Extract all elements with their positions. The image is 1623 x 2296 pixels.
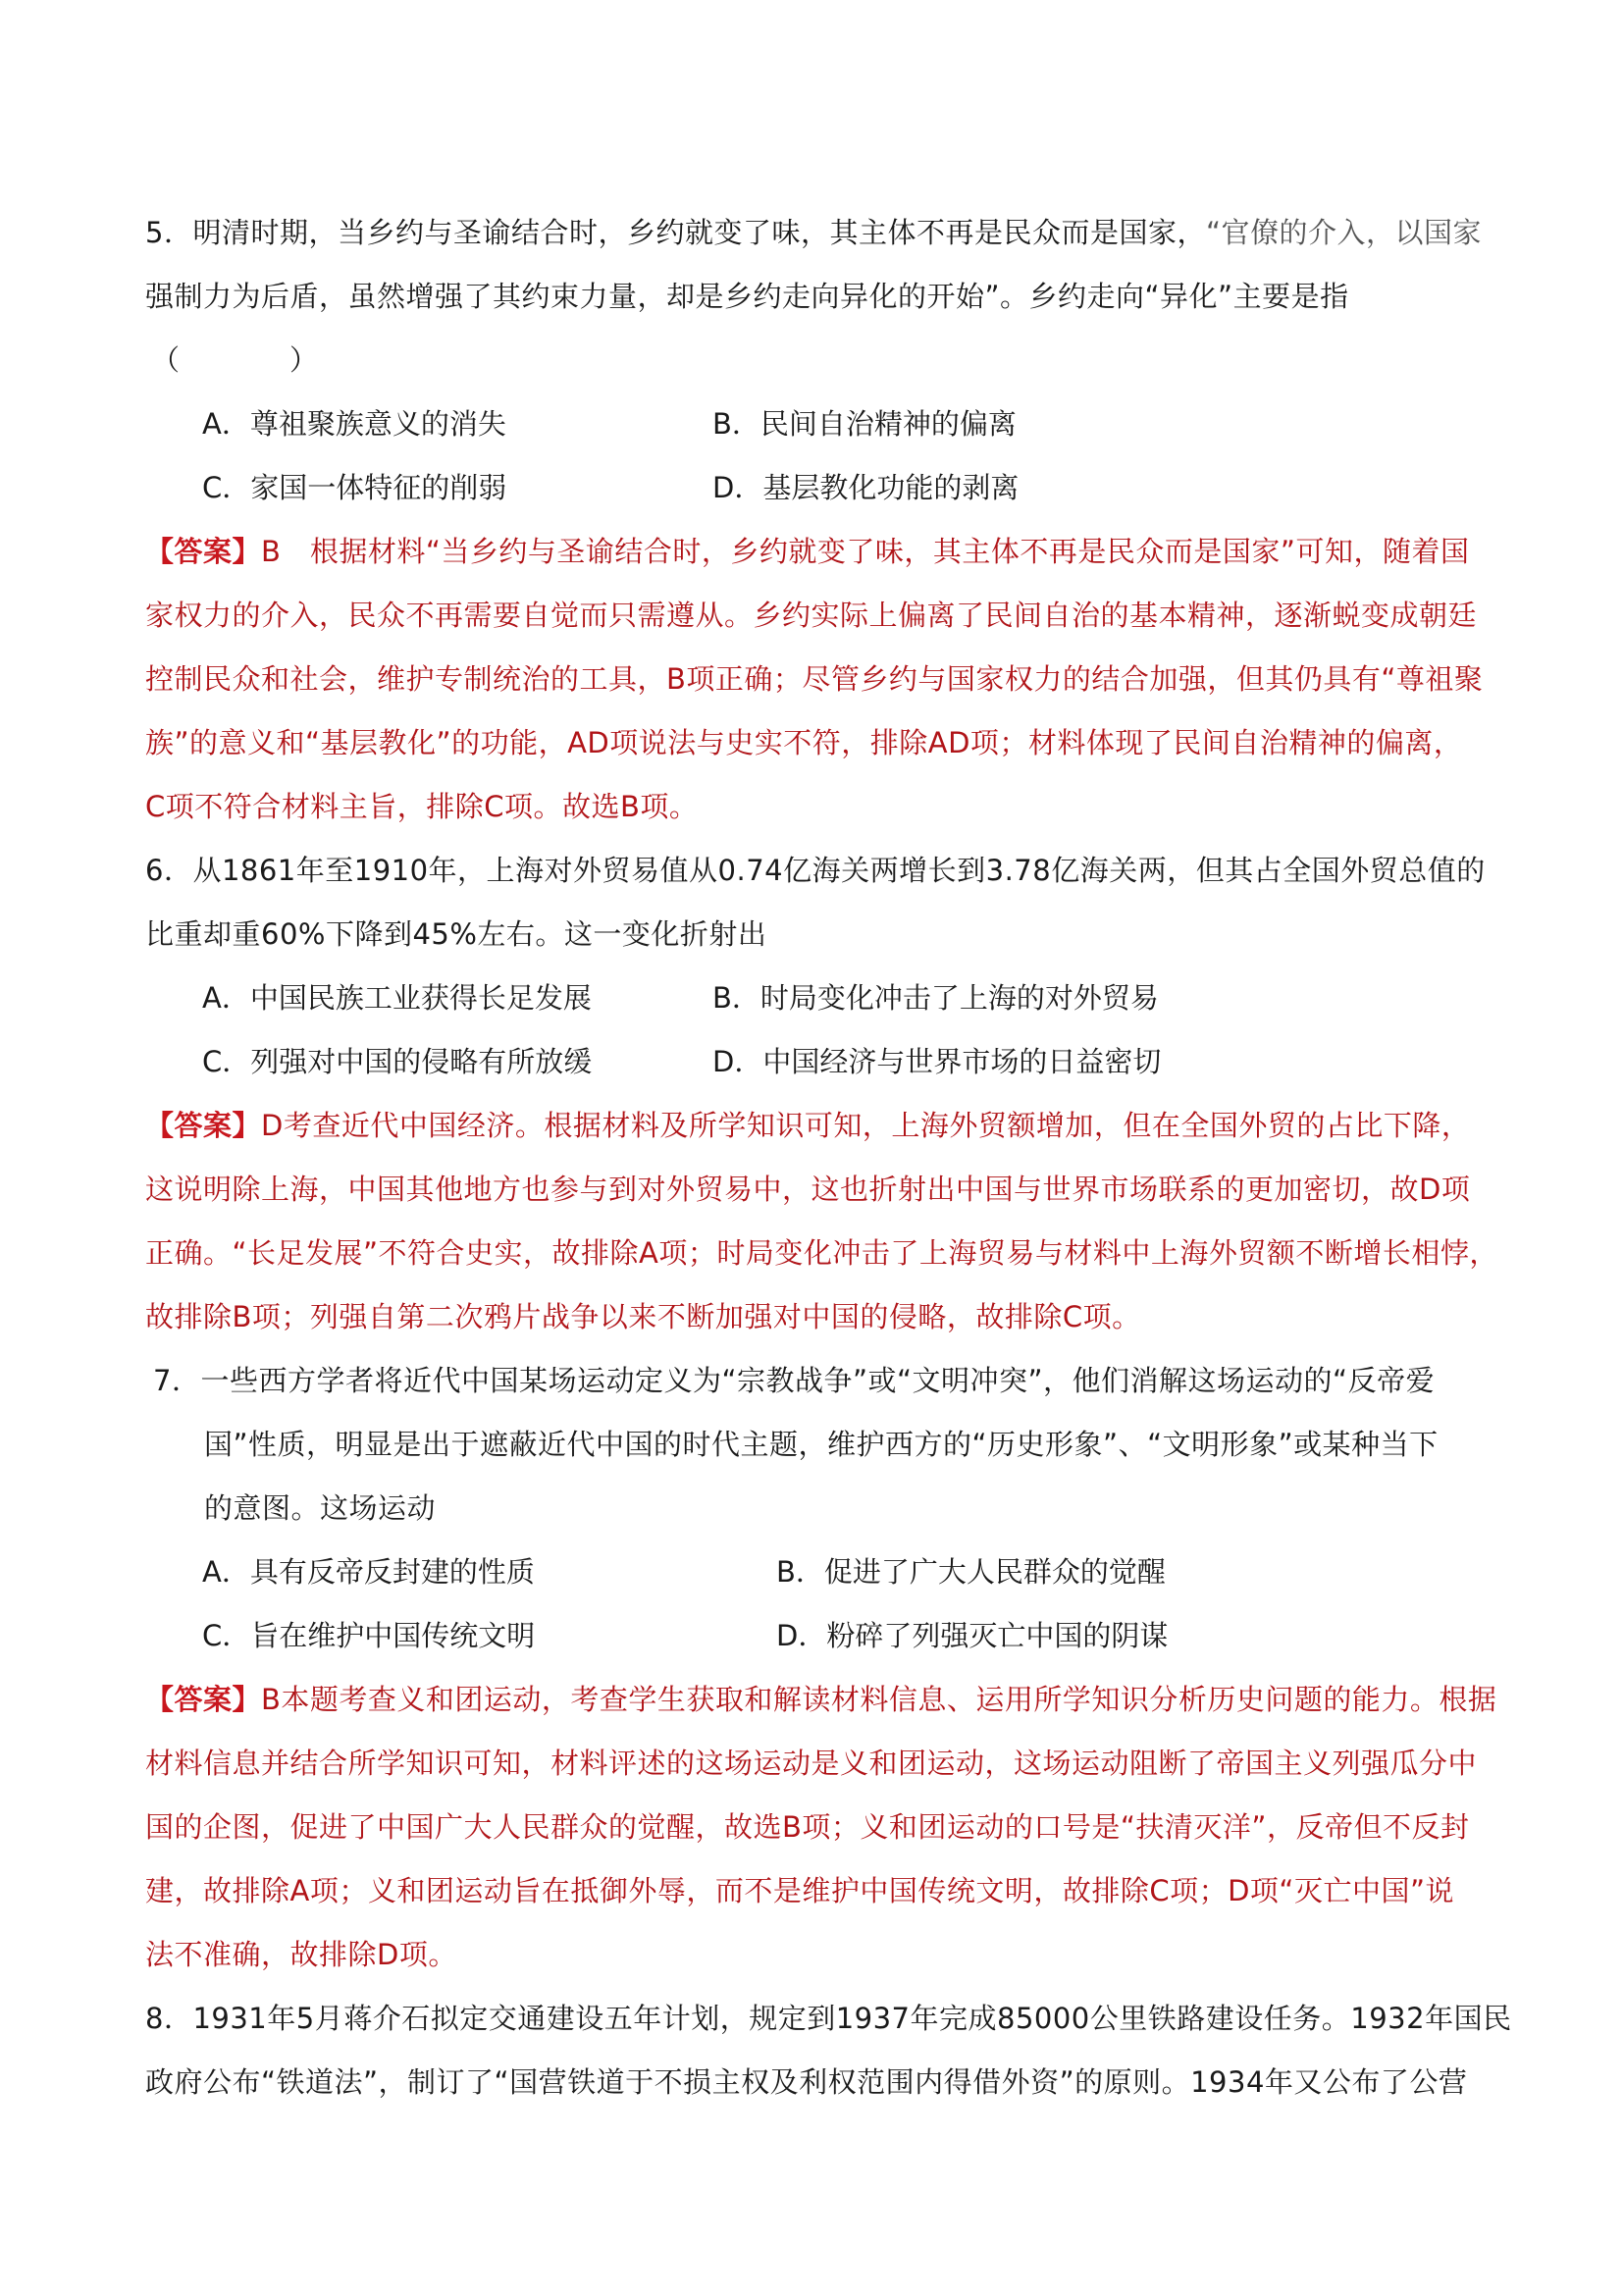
answer-line: 故排除B项；列强自第二次鸦片战争以来不断加强对中国的侵略，故排除C项。: [145, 1300, 1141, 1333]
answer-line: 【答案】B本题考查义和团运动，考查学生获取和解读材料信息、运用所学知识分析历史问题的能力。根据: [145, 1683, 1497, 1716]
question-5: [145, 201, 1485, 839]
option-c: C．家国一体特征的削弱: [202, 471, 507, 504]
option-d: D．粉碎了列强灭亡中国的阴谋: [776, 1619, 1169, 1652]
answer-explanation: [145, 1094, 1498, 1349]
answer-line: 家权力的介入，民众不再需要自觉而只需遵从。乡约实际上偏离了民间自治的基本精神，逐渐蜕变成朝廷: [145, 599, 1478, 632]
answer-line: 族”的意义和“基层教化”的功能，AD项说法与史实不符，排除AD项；材料体现了民间自治精神的偏离，: [145, 726, 1463, 759]
option-b: B．时局变化冲击了上海的对外贸易: [712, 981, 1159, 1015]
stem-line: 比重却重60%下降到45%左右。这一变化折射出: [145, 917, 767, 951]
answer-tag: 【答案】: [145, 1109, 262, 1142]
options: [145, 1540, 1485, 1668]
answer-line: 国的企图，促进了中国广大人民群众的觉醒，故选B项；义和团运动的口号是“扶清灭洋”，反帝但不反封: [145, 1810, 1470, 1844]
option-d: D．基层教化功能的剥离: [712, 471, 1020, 504]
answer-line: 【答案】D考查近代中国经济。根据材料及所学知识可知，上海外贸额增加，但在全国外贸的占比下降，: [145, 1109, 1471, 1142]
question-stem: [145, 1987, 1512, 2114]
option-b: B．促进了广大人民群众的觉醒: [776, 1555, 1166, 1589]
answer-explanation: [145, 520, 1485, 839]
answer-tag: 【答案】: [145, 1683, 262, 1716]
answer-line: 法不准确，故排除D项。: [145, 1938, 457, 1971]
question-8: [145, 1987, 1512, 2114]
option-c: C．旨在维护中国传统文明: [202, 1619, 536, 1652]
stem-line: 5．明清时期，当乡约与圣谕结合时，乡约就变了味，其主体不再是民众而是国家，“官僚的介入，以国家: [145, 216, 1482, 249]
stem-line: 政府公布“铁道法”，制订了“国营铁道于不损主权及利权范围内得借外资”的原则。1934年又公布了公营: [145, 2065, 1468, 2099]
option-a: A．尊祖聚族意义的消失: [202, 407, 506, 441]
stem-quote: “官僚的介入，以国家: [1205, 216, 1482, 249]
question-stem: [145, 201, 1485, 392]
question-stem: [145, 1349, 1485, 1540]
answer-line: 材料信息并结合所学知识可知，材料评述的这场运动是义和团运动，这场运动阻断了帝国主义列强瓜分中: [145, 1747, 1478, 1780]
answer-tag: 【答案】: [145, 535, 262, 568]
answer-line: 建，故排除A项；义和团运动旨在抵御外辱，而不是维护中国传统文明，故排除C项；D项“灭亡中国”说: [145, 1874, 1454, 1907]
stem-line: 的意图。这场运动: [204, 1491, 437, 1525]
answer-line: 控制民众和社会，维护专制统治的工具，B项正确；尽管乡约与国家权力的结合加强，但其仍具有“尊祖聚: [145, 662, 1484, 696]
stem-line: 国”性质，明显是出于遮蔽近代中国的时代主题，维护西方的“历史形象”、“文明形象”或某种当下: [204, 1428, 1439, 1461]
answer-line: 这说明除上海，中国其他地方也参与到对外贸易中，这也折射出中国与世界市场联系的更加密切，故D项: [145, 1173, 1471, 1206]
stem-line: 7．一些西方学者将近代中国某场运动定义为“宗教战争”或“文明冲突”，他们消解这场运动的“反帝爱: [153, 1364, 1436, 1397]
question-stem: [145, 839, 1485, 966]
answer-line: 正确。“长足发展”不符合史实，故排除A项；时局变化冲击了上海贸易与材料中上海外贸额不断增长相悖，: [145, 1236, 1498, 1270]
answer-line: C项不符合材料主旨，排除C项。故选B项。: [145, 790, 699, 823]
option-a: A．具有反帝反封建的性质: [202, 1555, 535, 1589]
question-6: [145, 839, 1498, 1349]
stem-line: 6．从1861年至1910年，上海对外贸易值从0.74亿海关两增长到3.78亿海关两，但其占全国外贸总值的: [145, 854, 1486, 887]
answer-line: 【答案】B 根据材料“当乡约与圣谕结合时，乡约就变了味，其主体不再是民众而是国家”可知，随着国: [145, 535, 1470, 568]
answer-explanation: [145, 1668, 1497, 1987]
options: [145, 966, 1485, 1094]
question-7: [145, 1349, 1497, 1987]
document-page: [145, 201, 1512, 2114]
option-b: B．民间自治精神的偏离: [712, 407, 1017, 441]
option-d: D．中国经济与世界市场的日益密切: [712, 1045, 1162, 1078]
option-c: C．列强对中国的侵略有所放缓: [202, 1045, 593, 1078]
answer-blank: （ ）: [151, 343, 337, 377]
stem-line: 强制力为后盾，虽然增强了其约束力量，却是乡约走向异化的开始”。乡约走向“异化”主要是指: [145, 280, 1349, 313]
option-a: A．中国民族工业获得长足发展: [202, 981, 592, 1015]
stem-line: 8．1931年5月蒋介石拟定交通建设五年计划，规定到1937年完成85000公里铁路建设任务。1932年国民: [145, 2002, 1512, 2035]
options: [145, 392, 1485, 520]
